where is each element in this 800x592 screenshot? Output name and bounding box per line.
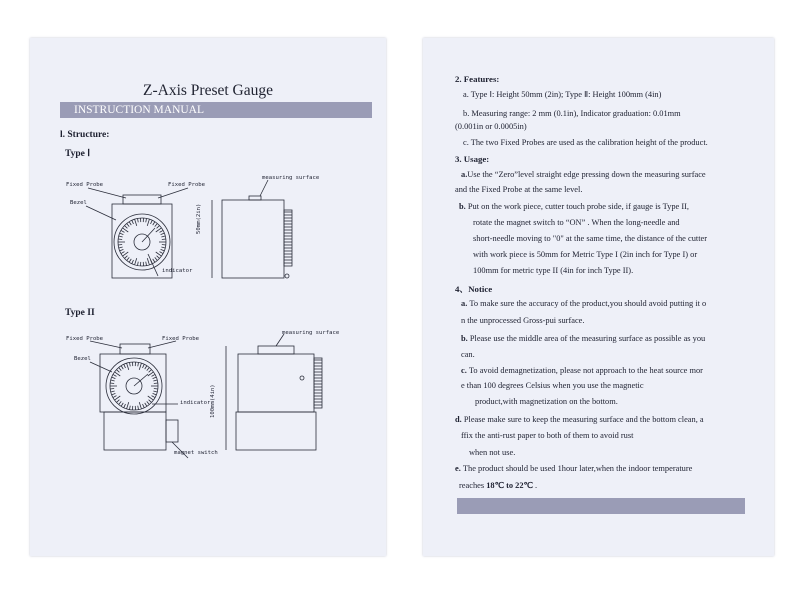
type2-fixed-probe-right-label: Fixed Probe <box>162 336 200 342</box>
type1-top-probe-block <box>123 195 161 204</box>
dial-tick <box>127 224 130 227</box>
type2-knurl-lines <box>314 360 322 405</box>
type2-leader-fixed-left <box>90 341 122 348</box>
notice-c-label: c. <box>461 366 467 375</box>
usage-b-label: b. <box>459 202 466 211</box>
dial-tick <box>120 249 124 250</box>
notice-a-line-2: n the unprocessed Gross-pui surface. <box>461 316 585 325</box>
features-line-a: a. Type Ⅰ: Height 50mm (2in); Type Ⅱ: Height 100mm (4in) <box>463 90 662 99</box>
type1-height-label: 50mm(2in) <box>196 203 202 234</box>
dial-tick <box>155 224 158 227</box>
dial-tick <box>145 403 147 406</box>
dial-tick <box>143 404 145 408</box>
dial-tick <box>153 391 157 392</box>
dial-tick <box>153 380 157 381</box>
dial-tick <box>161 233 165 234</box>
type2-side-knurl <box>314 358 322 408</box>
usage-a-line-1: Use the “Zero”level straight edge pressing down the measuring surface <box>467 170 706 179</box>
dial-tick <box>153 393 157 394</box>
band-label: INSTRUCTION MANUAL <box>74 104 205 116</box>
type2-side-upper <box>238 354 314 412</box>
usage-a-label: a. <box>461 170 468 179</box>
notice-item-d <box>455 413 704 426</box>
type1-indicator-label: indicator <box>162 268 193 274</box>
dial-tick <box>124 404 126 408</box>
instruction-manual-band <box>60 102 372 118</box>
dial-tick <box>147 368 150 371</box>
dial-tick <box>111 380 115 381</box>
dial-tick <box>160 230 164 232</box>
type2-height-label: 100mm(4in) <box>210 384 216 418</box>
dial-tick <box>138 218 139 222</box>
dial-tick <box>154 389 158 390</box>
dial-tick <box>119 236 123 237</box>
type1-knurl-lines <box>284 212 292 263</box>
manual-title: Z-Axis Preset Gauge <box>143 82 273 99</box>
dial-tick <box>130 362 131 366</box>
notice-item-b <box>461 332 705 345</box>
notice-heading: 4、Notice <box>455 284 493 294</box>
type2-side-top <box>258 346 294 354</box>
usage-heading: 3. Usage: <box>455 154 490 164</box>
dial-tick <box>161 236 165 237</box>
type1-leader-bezel <box>86 206 116 220</box>
usage-b-line-1: Put on the work piece, cutter touch probe side, if gauge is Type II, <box>467 202 689 211</box>
bottom-band <box>457 498 745 514</box>
dial-tick <box>157 256 160 259</box>
dial-tick <box>154 383 158 384</box>
dial-tick <box>127 363 129 370</box>
type1-needle <box>142 228 155 242</box>
notice-item-e <box>455 462 692 475</box>
dial-tick <box>138 262 139 266</box>
type2-measuring-surface-label: measuring surface <box>282 330 340 336</box>
notice-item-c <box>461 364 703 377</box>
dial-tick <box>124 364 126 368</box>
dial-tick <box>162 239 166 240</box>
dial-tick <box>162 245 166 246</box>
type1-bezel-label: Bezel <box>70 200 87 206</box>
type1-front-body <box>112 204 172 278</box>
dial-tick <box>146 262 147 266</box>
type1-measuring-surface-label: measuring surface <box>262 175 320 181</box>
type2-indicator-label: indicator <box>180 400 211 406</box>
dial-tick <box>135 258 137 265</box>
dial-tick <box>138 362 139 366</box>
type2-magnet-switch-label: magnet switch <box>174 450 218 456</box>
notice-e-reaches: reaches <box>459 481 487 490</box>
features-line-c: c. The two Fixed Probes are used as the calibration height of the product. <box>463 138 708 147</box>
type1-leader-surface <box>260 180 268 196</box>
dial-tick <box>161 249 165 250</box>
dial-tick <box>119 247 123 248</box>
notice-e-end: . <box>532 481 538 490</box>
dial-tick <box>157 226 160 229</box>
usage-a-line-2: and the Fixed Probe at the same level. <box>455 185 583 194</box>
dial-tick <box>121 403 123 406</box>
dial-tick <box>119 401 122 404</box>
dial-tick <box>120 233 124 234</box>
dial-tick <box>138 406 139 410</box>
notice-b-line-2: can. <box>461 350 475 359</box>
dial-tick <box>112 377 116 378</box>
type2-top-probe-block <box>120 344 150 354</box>
dial-tick <box>152 374 156 376</box>
features-line-b: b. Measuring range: 2 mm (0.1in), Indicator graduation: 0.01mm <box>463 109 681 118</box>
dial-tick <box>117 370 120 373</box>
usage-b-line-5: 100mm for metric type II (4in for inch Type II). <box>473 266 634 275</box>
notice-b-line-1: Please use the middle area of the measuring surface as possible as you <box>469 334 706 343</box>
features-line-b-cont: (0.001in or 0.0005in) <box>455 122 527 131</box>
structure-heading: l. Structure: <box>60 130 110 140</box>
notice-d-line-1: Please make sure to keep the measuring surface and the bottom clean, a <box>463 415 704 424</box>
dial-tick <box>130 406 131 410</box>
dial-tick <box>151 220 153 224</box>
dial-tick <box>121 230 125 232</box>
type1-side-probe <box>249 196 261 200</box>
usage-b-line-2: rotate the magnet switch to “ON” . When the long-needle and <box>473 218 680 227</box>
usage-item-a <box>461 168 706 181</box>
dial-tick <box>143 364 145 368</box>
type1-side-button <box>285 274 289 278</box>
dial-tick <box>149 400 152 403</box>
dial-tick <box>118 239 122 240</box>
type2-front-base <box>104 412 166 450</box>
type1-leader-fixed-right <box>158 188 188 198</box>
dial-tick <box>135 219 137 226</box>
dial-tick <box>125 226 128 229</box>
dial-tick <box>110 383 114 384</box>
dial-tick <box>129 259 131 262</box>
dial-tick <box>147 219 149 226</box>
notice-b-label: b. <box>461 334 468 343</box>
dial-tick <box>145 366 147 369</box>
dial-tick <box>129 222 131 225</box>
dial-tick <box>152 396 156 398</box>
dial-tick <box>147 258 149 265</box>
type2-side-button <box>300 376 304 380</box>
notice-e-line-1: The product should be used 1hour later,when the indoor temperature <box>462 464 693 473</box>
dial-tick <box>153 222 155 225</box>
dial-tick <box>111 391 115 392</box>
notice-c-line-2: e than 100 degrees Celsius when you use the magnetic <box>461 381 644 390</box>
type2-diagram <box>30 328 386 468</box>
dial-tick <box>153 377 157 378</box>
left-page <box>30 38 386 556</box>
type2-needle <box>134 374 148 386</box>
usage-b-line-3: short-needle moving to "0" at the same time, the distance of the cutter <box>473 234 708 243</box>
notice-d-line-2: ffix the anti-rust paper to both of them to avoid rust <box>461 431 634 440</box>
dial-tick <box>139 363 141 370</box>
usage-item-b <box>459 200 689 213</box>
type1-fixed-probe-left-label: Fixed Probe <box>66 182 104 188</box>
dial-tick <box>113 374 117 376</box>
dial-tick <box>155 257 158 260</box>
notice-e-line-2 <box>459 479 537 492</box>
dial-tick <box>113 396 117 398</box>
dial-tick <box>139 402 141 409</box>
notice-a-line-1: To make sure the accuracy of the product,you should avoid putting it o <box>469 299 707 308</box>
dial-tick <box>110 389 114 390</box>
dial-tick <box>112 393 116 394</box>
dial-tick <box>121 252 125 254</box>
dial-tick <box>132 220 134 224</box>
dial-tick <box>117 400 120 403</box>
features-heading: 2. Features: <box>455 74 500 84</box>
notice-d-label: d. <box>455 415 462 424</box>
dial-tick <box>119 368 122 371</box>
type1-fixed-probe-right-label: Fixed Probe <box>168 182 206 188</box>
right-page <box>423 38 774 556</box>
notice-d-line-3: when not use. <box>469 448 516 457</box>
dial-tick <box>127 257 130 260</box>
dial-tick <box>118 245 122 246</box>
notice-e-label: e. <box>455 464 461 473</box>
notice-a-label: a. <box>461 299 468 308</box>
dial-tick <box>160 252 164 254</box>
type2-leader-fixed-right <box>148 341 176 348</box>
type1-leader-fixed-left <box>88 188 126 198</box>
dial-tick <box>149 370 152 373</box>
notice-c-line-3: product,with magnetization on the bottom. <box>475 397 618 406</box>
dial-tick <box>125 256 128 259</box>
dial-tick <box>153 259 155 262</box>
type2-side-base <box>236 412 316 450</box>
dial-tick <box>161 247 165 248</box>
dial-tick <box>147 401 150 404</box>
usage-b-line-4: with work piece is 50mm for Metric Type I (2in inch for Type I) or <box>473 250 698 259</box>
type1-side-body <box>222 200 284 278</box>
type2-bezel-label: Bezel <box>74 356 91 362</box>
type2-fixed-probe-left-label: Fixed Probe <box>66 336 104 342</box>
dial-tick <box>132 260 134 264</box>
dial-tick <box>127 402 129 409</box>
dial-tick <box>121 366 123 369</box>
type1-heading: Type Ⅰ <box>65 149 91 159</box>
type2-leader-bezel <box>90 362 112 372</box>
notice-c-line-1: To avoid demagnetization, please not approach to the heat source mor <box>468 366 703 375</box>
type2-heading: Type II <box>65 308 95 318</box>
notice-e-temp: 18℃ to 22℃ <box>486 481 533 490</box>
type2-magnet-switch <box>166 420 178 442</box>
notice-item-a <box>461 297 706 310</box>
dial-tick <box>146 218 147 222</box>
